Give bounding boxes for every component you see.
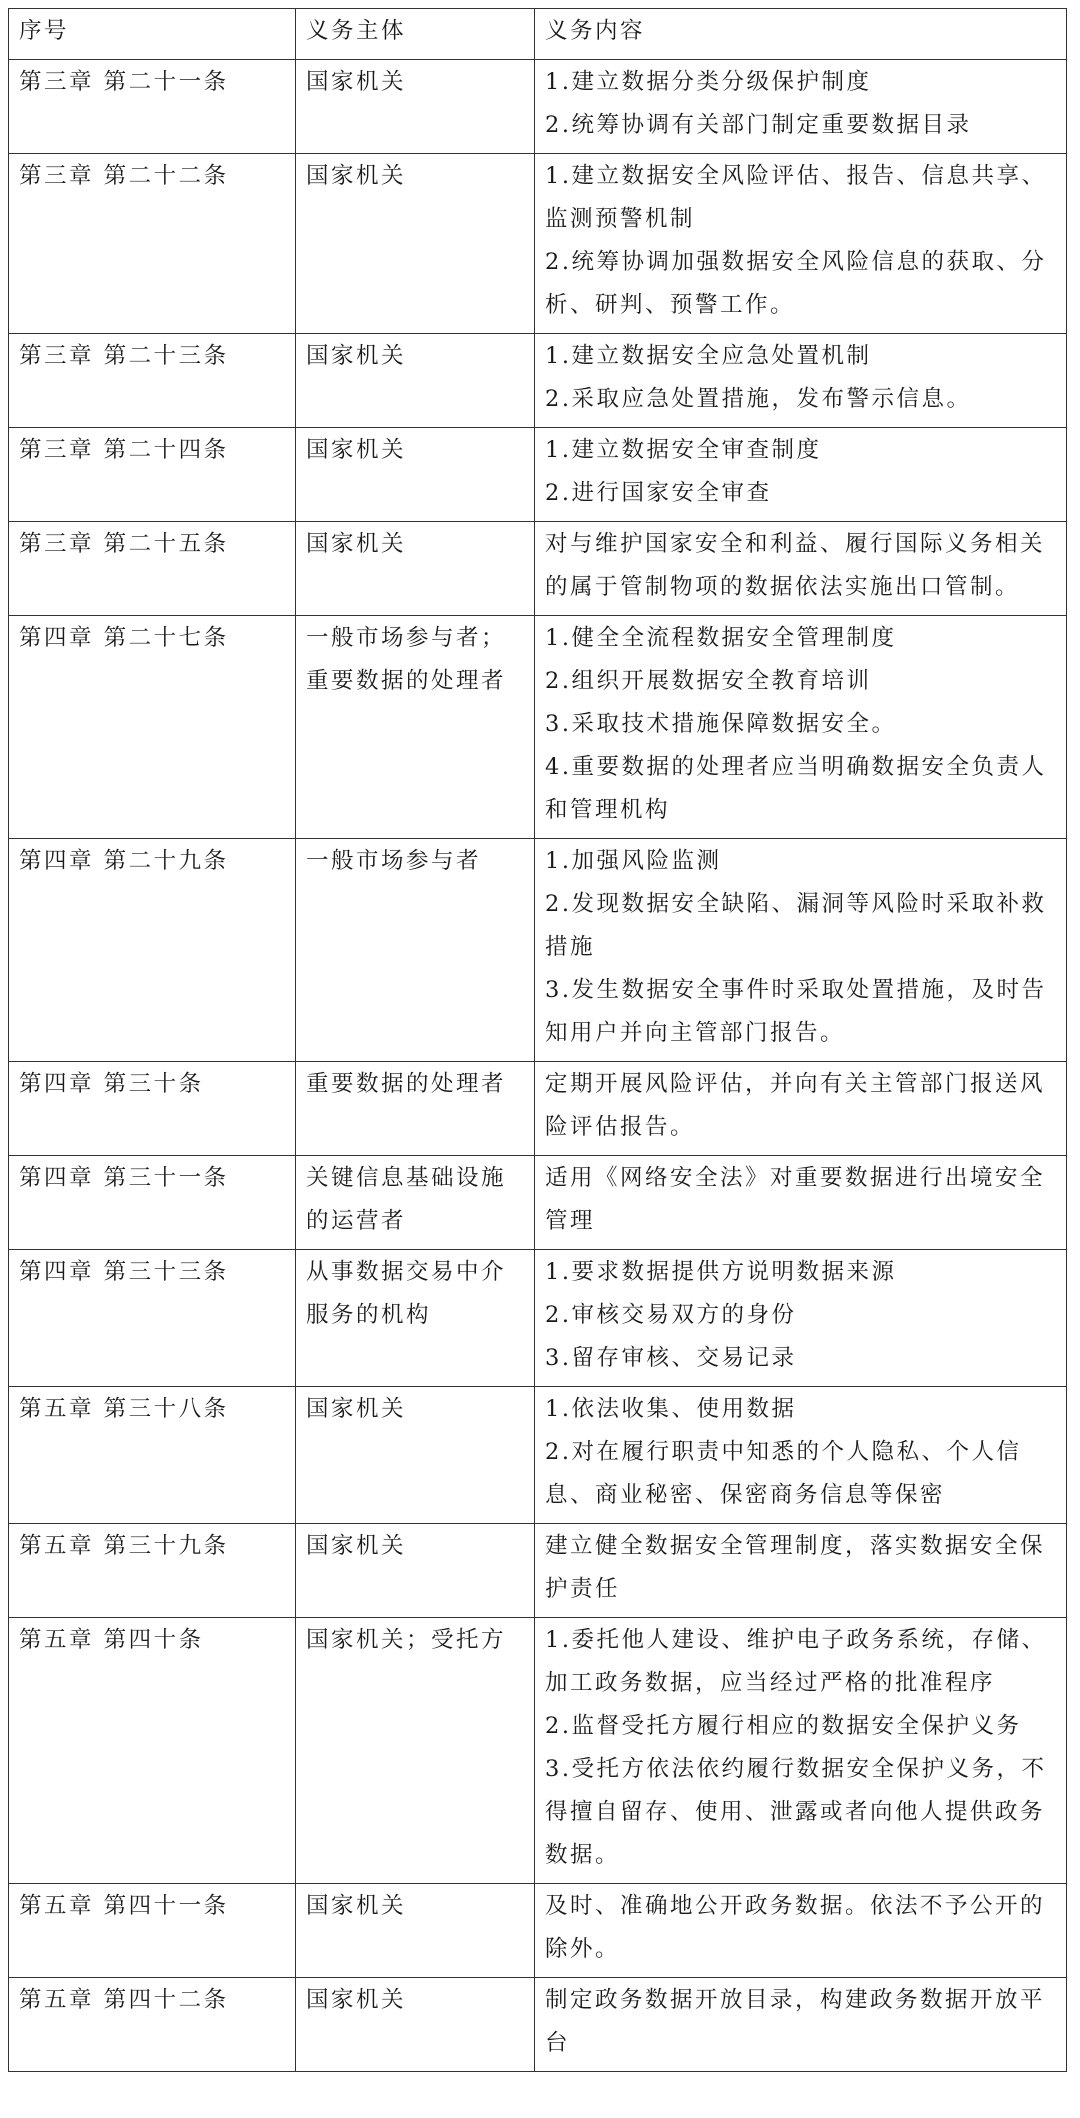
cell-seq: 第三章 第二十二条 [9, 154, 296, 334]
cell-subject: 国家机关 [296, 334, 535, 428]
content-line: 1.健全全流程数据安全管理制度 [545, 625, 897, 651]
cell-subject: 国家机关 [296, 1884, 535, 1978]
content-line: 1.依法收集、使用数据 [545, 1396, 797, 1422]
table-row [9, 1156, 1067, 1250]
content-line: 2.采取应急处置措施，发布警示信息。 [545, 386, 972, 412]
cell-subject: 关键信息基础设施的运营者 [296, 1156, 535, 1250]
cell-seq: 第五章 第四十二条 [9, 1978, 296, 2072]
table-header-row [9, 9, 1067, 60]
table-row [9, 1062, 1067, 1156]
cell-seq: 第五章 第四十条 [9, 1618, 296, 1884]
cell-seq: 第三章 第二十五条 [9, 522, 296, 616]
table-row [9, 1524, 1067, 1618]
content-line: 3.发生数据安全事件时采取处置措施，及时告知用户并向主管部门报告。 [545, 977, 1047, 1046]
content-line: 1.加强风险监测 [545, 848, 722, 874]
cell-content [535, 1524, 1067, 1618]
cell-subject: 国家机关 [296, 1387, 535, 1524]
content-line: 2.对在履行职责中知悉的个人隐私、个人信息、商业秘密、保密商务信息等保密 [545, 1439, 1022, 1508]
table-row [9, 839, 1067, 1062]
content-line: 4.重要数据的处理者应当明确数据安全负责人和管理机构 [545, 754, 1047, 823]
content-line: 1.要求数据提供方说明数据来源 [545, 1259, 897, 1285]
content-line: 1.委托他人建设、维护电子政务系统，存储、加工政务数据，应当经过严格的批准程序 [545, 1627, 1047, 1696]
table-row [9, 1618, 1067, 1884]
cell-seq: 第五章 第三十九条 [9, 1524, 296, 1618]
content-line: 1.建立数据分类分级保护制度 [545, 69, 872, 95]
cell-content [535, 1884, 1067, 1978]
cell-content [535, 1618, 1067, 1884]
cell-content [535, 839, 1067, 1062]
cell-seq: 第四章 第二十七条 [9, 616, 296, 839]
cell-content [535, 60, 1067, 154]
cell-subject: 国家机关 [296, 428, 535, 522]
header-subject: 义务主体 [296, 9, 535, 60]
table-row [9, 428, 1067, 522]
content-line: 1.建立数据安全审查制度 [545, 437, 822, 463]
header-content: 义务内容 [535, 9, 1067, 60]
cell-seq: 第四章 第三十条 [9, 1062, 296, 1156]
content-line: 3.留存审核、交易记录 [545, 1345, 797, 1371]
cell-seq: 第三章 第二十四条 [9, 428, 296, 522]
cell-content [535, 522, 1067, 616]
cell-subject: 一般市场参与者 [296, 839, 535, 1062]
cell-subject: 从事数据交易中介服务的机构 [296, 1250, 535, 1387]
table-row [9, 1387, 1067, 1524]
table-row [9, 154, 1067, 334]
table-row [9, 1978, 1067, 2072]
table-row [9, 1884, 1067, 1978]
content-line: 2.发现数据安全缺陷、漏洞等风险时采取补救措施 [545, 891, 1047, 960]
cell-subject: 一般市场参与者；重要数据的处理者 [296, 616, 535, 839]
content-line: 3.采取技术措施保障数据安全。 [545, 711, 897, 737]
content-line: 1.建立数据安全应急处置机制 [545, 343, 872, 369]
table-row [9, 334, 1067, 428]
cell-content [535, 428, 1067, 522]
cell-seq: 第四章 第二十九条 [9, 839, 296, 1062]
table-row [9, 522, 1067, 616]
content-line: 对与维护国家安全和利益、履行国际义务相关的属于管制物项的数据依法实施出口管制。 [545, 531, 1046, 600]
content-line: 2.审核交易双方的身份 [545, 1302, 797, 1328]
cell-seq: 第三章 第二十一条 [9, 60, 296, 154]
content-line: 3.受托方依法依约履行数据安全保护义务，不得擅自留存、使用、泄露或者向他人提供政务数据。 [545, 1756, 1047, 1868]
cell-subject: 国家机关；受托方 [296, 1618, 535, 1884]
cell-seq: 第四章 第三十三条 [9, 1250, 296, 1387]
cell-content [535, 1062, 1067, 1156]
cell-seq: 第三章 第二十三条 [9, 334, 296, 428]
content-line: 2.进行国家安全审查 [545, 480, 772, 506]
cell-content [535, 616, 1067, 839]
cell-subject: 国家机关 [296, 1978, 535, 2072]
cell-seq: 第四章 第三十一条 [9, 1156, 296, 1250]
content-line: 2.统筹协调有关部门制定重要数据目录 [545, 112, 972, 138]
table-row [9, 616, 1067, 839]
content-line: 2.组织开展数据安全教育培训 [545, 668, 872, 694]
content-line: 建立健全数据安全管理制度，落实数据安全保护责任 [545, 1533, 1046, 1602]
cell-content [535, 334, 1067, 428]
cell-content [535, 1387, 1067, 1524]
content-line: 及时、准确地公开政务数据。依法不予公开的除外。 [545, 1893, 1046, 1962]
content-line: 1.建立数据安全风险评估、报告、信息共享、监测预警机制 [545, 163, 1047, 232]
cell-subject: 国家机关 [296, 154, 535, 334]
content-line: 制定政务数据开放目录，构建政务数据开放平台 [545, 1987, 1046, 2056]
cell-subject: 国家机关 [296, 1524, 535, 1618]
cell-content [535, 1250, 1067, 1387]
table-body [9, 60, 1067, 2072]
content-line: 定期开展风险评估，并向有关主管部门报送风险评估报告。 [545, 1071, 1046, 1140]
cell-subject: 国家机关 [296, 60, 535, 154]
cell-seq: 第五章 第三十八条 [9, 1387, 296, 1524]
cell-subject: 国家机关 [296, 522, 535, 616]
table-row [9, 1250, 1067, 1387]
table-row [9, 60, 1067, 154]
obligations-table [8, 8, 1067, 2072]
content-line: 2.统筹协调加强数据安全风险信息的获取、分析、研判、预警工作。 [545, 249, 1047, 318]
cell-subject: 重要数据的处理者 [296, 1062, 535, 1156]
cell-content [535, 1978, 1067, 2072]
cell-content [535, 1156, 1067, 1250]
cell-content [535, 154, 1067, 334]
header-seq: 序号 [9, 9, 296, 60]
content-line: 2.监督受托方履行相应的数据安全保护义务 [545, 1713, 1022, 1739]
content-line: 适用《网络安全法》对重要数据进行出境安全管理 [545, 1165, 1046, 1234]
cell-seq: 第五章 第四十一条 [9, 1884, 296, 1978]
